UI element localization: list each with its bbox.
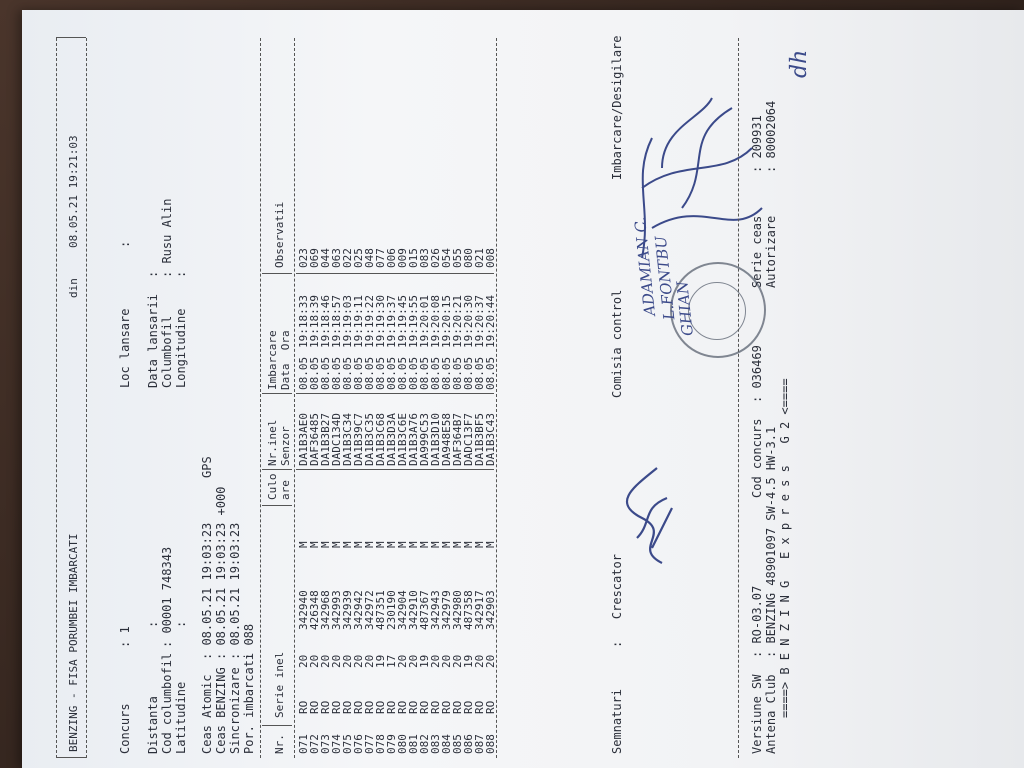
row-sex: M xyxy=(473,541,486,548)
serie-ceas-value: : 209931 xyxy=(750,115,764,173)
row-time: 19:19:45 xyxy=(396,295,409,348)
row-date: 08.05 xyxy=(407,356,420,390)
col-divider xyxy=(296,393,494,394)
row-serial: 487367 xyxy=(418,590,431,630)
row-date: 08.05 xyxy=(484,356,497,390)
row-country: RO xyxy=(308,700,321,714)
date-label: din xyxy=(67,278,80,298)
col-header-nr-inel: Nr.inel xyxy=(266,419,279,466)
row-date: 08.05 xyxy=(451,356,464,390)
row-year: 20 xyxy=(308,654,321,668)
row-date: 08.05 xyxy=(363,356,376,390)
row-serial: 230190 xyxy=(385,590,398,630)
row-nr: 075 xyxy=(341,734,354,754)
columbofil-label: Columbofil xyxy=(160,315,174,388)
row-serial: 342903 xyxy=(484,590,497,630)
row-observation: 063 xyxy=(330,248,343,268)
row-date: 08.05 xyxy=(319,356,332,390)
row-observation: 055 xyxy=(451,248,464,268)
benzing-express-banner: ====> B E N Z I N G E x p r e s s G 2 <==== xyxy=(778,378,792,718)
row-sensor: DA1B3D3A xyxy=(385,413,398,466)
row-year: 20 xyxy=(363,654,376,668)
commission-signature-3: GHIAN xyxy=(673,280,697,337)
ceas-atomic-label: Ceas Atomic xyxy=(200,674,214,754)
row-observation: 083 xyxy=(418,248,431,268)
page-title: BENZING - FISA PORUMBEI IMBARCATI xyxy=(67,533,80,752)
row-sex: M xyxy=(418,541,431,548)
col-header-culoare-1: Culo xyxy=(266,473,279,500)
row-date: 08.05 xyxy=(297,356,310,390)
footer-top-rule xyxy=(738,38,739,758)
row-date: 08.05 xyxy=(418,356,431,390)
latitudine-value: : xyxy=(174,620,188,628)
autorizare-value: : 80002064 xyxy=(764,100,778,173)
row-nr: 077 xyxy=(363,734,376,754)
row-country: RO xyxy=(319,700,332,714)
longitudine-value: : xyxy=(174,270,188,278)
crescator-signature xyxy=(622,458,682,568)
row-year: 20 xyxy=(451,654,464,668)
table-row xyxy=(485,48,496,768)
ceas-benzing-label: Ceas BENZING xyxy=(214,667,228,754)
row-year: 20 xyxy=(319,654,332,668)
row-nr: 076 xyxy=(352,734,365,754)
row-time: 19:18:57 xyxy=(330,295,343,348)
row-time: 19:20:21 xyxy=(451,295,464,348)
comisia-control-label: Comisia control xyxy=(610,289,624,398)
row-observation: 069 xyxy=(308,248,321,268)
row-sex: M xyxy=(440,541,453,548)
ceas-benzing-value: : 08.05.21 19:03:23 +000 xyxy=(214,486,228,660)
distanta-label: Distanta xyxy=(146,696,160,754)
row-nr: 081 xyxy=(407,734,420,754)
col-divider xyxy=(262,725,292,726)
row-nr: 087 xyxy=(473,734,486,754)
row-time: 19:20:37 xyxy=(473,295,486,348)
row-serial: 342972 xyxy=(363,590,376,630)
row-serial: 342910 xyxy=(407,590,420,630)
row-sensor: DA1B3A76 xyxy=(407,413,420,466)
row-country: RO xyxy=(330,700,343,714)
row-observation: 048 xyxy=(363,248,376,268)
row-sex: M xyxy=(374,541,387,548)
row-nr: 083 xyxy=(429,734,442,754)
row-nr: 088 xyxy=(484,734,497,754)
row-serial: 342940 xyxy=(297,590,310,630)
row-date: 08.05 xyxy=(462,356,475,390)
col-divider xyxy=(296,273,494,274)
row-sensor: DA1B3C34 xyxy=(341,413,354,466)
row-time: 19:20:30 xyxy=(462,295,475,348)
row-country: RO xyxy=(473,700,486,714)
row-serial: 342917 xyxy=(473,590,486,630)
row-country: RO xyxy=(363,700,376,714)
row-nr: 084 xyxy=(440,734,453,754)
row-year: 20 xyxy=(429,654,442,668)
latitudine-label: Latitudine xyxy=(174,681,188,754)
row-country: RO xyxy=(418,700,431,714)
row-country: RO xyxy=(341,700,354,714)
row-sensor: DA1B3B27 xyxy=(319,413,332,466)
porumbei-imbarcati-value: : 088 xyxy=(242,623,256,660)
sincronizare-value: : 08.05.21 19:03:23 xyxy=(228,522,242,660)
row-time: 19:18:33 xyxy=(297,295,310,348)
row-date: 08.05 xyxy=(473,356,486,390)
autorizare-label: Autorizare xyxy=(764,215,778,288)
columbofil-value: : Rusu Alin xyxy=(160,198,174,278)
row-observation: 077 xyxy=(374,248,387,268)
versiune-sw-value: : RO-03.07 xyxy=(750,585,764,658)
col-divider xyxy=(262,393,292,394)
distanta-value: : xyxy=(146,620,160,628)
row-date: 08.05 xyxy=(429,356,442,390)
row-nr: 071 xyxy=(297,734,310,754)
row-sex: M xyxy=(396,541,409,548)
row-sex: M xyxy=(451,541,464,548)
row-time: 19:19:55 xyxy=(407,295,420,348)
row-date: 08.05 xyxy=(352,356,365,390)
row-year: 19 xyxy=(374,654,387,668)
row-time: 19:20:15 xyxy=(440,295,453,348)
row-country: RO xyxy=(462,700,475,714)
row-sensor: DAF36485 xyxy=(308,413,321,466)
receipt-content xyxy=(22,10,1024,768)
row-date: 08.05 xyxy=(308,356,321,390)
row-year: 20 xyxy=(341,654,354,668)
loc-lansare-label: Loc lansare xyxy=(118,308,132,388)
row-observation: 008 xyxy=(484,248,497,268)
row-country: RO xyxy=(440,700,453,714)
row-nr: 085 xyxy=(451,734,464,754)
row-sex: M xyxy=(297,541,310,548)
row-sex: M xyxy=(330,541,343,548)
row-nr: 072 xyxy=(308,734,321,754)
col-header-data-ora: Data Ora xyxy=(279,330,292,390)
row-sex: M xyxy=(319,541,332,548)
row-year: 20 xyxy=(297,654,310,668)
row-country: RO xyxy=(451,700,464,714)
row-sensor: DADC13F7 xyxy=(462,413,475,466)
row-country: RO xyxy=(396,700,409,714)
row-sex: M xyxy=(385,541,398,548)
commission-signature-2: L.FONTBU xyxy=(651,235,679,321)
row-observation: 054 xyxy=(440,248,453,268)
data-lansarii-value: : xyxy=(146,270,160,278)
row-country: RO xyxy=(429,700,442,714)
table-top-rule xyxy=(260,38,261,758)
col-header-nr: Nr. xyxy=(273,734,286,754)
porumbei-imbarcati-label: Por. imbarcati xyxy=(242,652,256,754)
row-date: 08.05 xyxy=(330,356,343,390)
row-serial: 487351 xyxy=(374,590,387,630)
row-year: 20 xyxy=(396,654,409,668)
row-serial: 342979 xyxy=(440,590,453,630)
imbarcare-desigilare-label: Imbarcare/Desigilare xyxy=(610,35,624,180)
longitudine-label: Longitudine xyxy=(174,308,188,388)
row-serial: 487358 xyxy=(462,590,475,630)
row-time: 19:20:01 xyxy=(418,295,431,348)
date-value: 08.05.21 19:21:03 xyxy=(67,135,80,248)
row-sensor: DA1B3C35 xyxy=(363,413,376,466)
col-header-imbarcare: Imbarcare xyxy=(266,330,279,390)
table-bottom-rule xyxy=(496,38,497,758)
row-nr: 073 xyxy=(319,734,332,754)
row-year: 20 xyxy=(407,654,420,668)
row-sensor: DADC134D xyxy=(330,413,343,466)
row-time: 19:20:44 xyxy=(484,295,497,348)
col-divider xyxy=(296,469,494,470)
row-observation: 080 xyxy=(462,248,475,268)
printed-receipt xyxy=(22,10,1024,768)
row-sex: M xyxy=(407,541,420,548)
col-divider xyxy=(262,505,292,506)
row-sensor: DA948E58 xyxy=(440,413,453,466)
row-serial: 342904 xyxy=(396,590,409,630)
sincronizare-label: Sincronizare xyxy=(228,667,242,754)
row-sensor: DA1B3BF5 xyxy=(473,413,486,466)
row-serial: 342993 xyxy=(330,590,343,630)
col-divider xyxy=(262,273,292,274)
row-date: 08.05 xyxy=(385,356,398,390)
row-time: 19:20:08 xyxy=(429,295,442,348)
row-date: 08.05 xyxy=(374,356,387,390)
row-date: 08.05 xyxy=(396,356,409,390)
row-observation: 021 xyxy=(473,248,486,268)
header-top-rule xyxy=(56,38,57,758)
row-observation: 006 xyxy=(385,248,398,268)
row-sensor: DA1B39C7 xyxy=(352,413,365,466)
row-nr: 079 xyxy=(385,734,398,754)
row-year: 20 xyxy=(330,654,343,668)
row-country: RO xyxy=(297,700,310,714)
row-time: 19:19:03 xyxy=(341,295,354,348)
row-serial: 342942 xyxy=(352,590,365,630)
row-time: 19:19:11 xyxy=(352,295,365,348)
row-time: 19:19:37 xyxy=(385,295,398,348)
col-header-observatii: Observatii xyxy=(273,201,286,268)
row-serial: 426348 xyxy=(308,590,321,630)
loc-lansare-value: : xyxy=(118,240,132,248)
row-sensor: DA999C53 xyxy=(418,413,431,466)
concurs-value: : 1 xyxy=(118,626,132,648)
row-nr: 086 xyxy=(462,734,475,754)
row-sensor: DA1B3D10 xyxy=(429,413,442,466)
row-year: 17 xyxy=(385,654,398,668)
commission-signature-1: ADAMIAN C. xyxy=(630,215,660,317)
row-sex: M xyxy=(308,541,321,548)
row-serial: 342943 xyxy=(429,590,442,630)
ceas-atomic-value: : 08.05.21 19:03:23 xyxy=(200,522,214,660)
col-header-serie-inel: Serie inel xyxy=(273,651,286,718)
serie-ceas-label: Serie ceas xyxy=(750,215,764,288)
semnaturi-label: Semnaturi xyxy=(610,688,624,754)
row-sensor: DA1B3C6E xyxy=(396,413,409,466)
antena-club-value: : BENZING 48901097 SW-4.5 HW-3.1 xyxy=(764,426,778,658)
initials-signature: dh xyxy=(787,49,812,78)
row-serial: 342980 xyxy=(451,590,464,630)
col-header-senzor: Senzor xyxy=(279,426,292,466)
row-year: 20 xyxy=(440,654,453,668)
table-header-rule xyxy=(294,38,295,758)
row-sex: M xyxy=(352,541,365,548)
cod-columbofil-value: : 00001 748343 xyxy=(160,546,174,648)
row-sensor: DA1B3C43 xyxy=(484,413,497,466)
col-divider xyxy=(262,469,292,470)
row-country: RO xyxy=(407,700,420,714)
row-year: 19 xyxy=(462,654,475,668)
row-observation: 025 xyxy=(352,248,365,268)
row-country: RO xyxy=(385,700,398,714)
concurs-label: Concurs xyxy=(118,703,132,754)
cod-columbofil-label: Cod columbofil xyxy=(160,652,174,754)
row-sex: M xyxy=(341,541,354,548)
row-sensor: DA1B3C68 xyxy=(374,413,387,466)
gps-label: GPS xyxy=(200,456,214,478)
header-bottom-rule xyxy=(86,38,87,758)
row-observation: 009 xyxy=(396,248,409,268)
row-year: 20 xyxy=(484,654,497,668)
row-observation: 015 xyxy=(407,248,420,268)
row-year: 20 xyxy=(352,654,365,668)
row-observation: 044 xyxy=(319,248,332,268)
row-country: RO xyxy=(352,700,365,714)
row-time: 19:19:30 xyxy=(374,295,387,348)
row-time: 19:19:22 xyxy=(363,295,376,348)
row-observation: 023 xyxy=(297,248,310,268)
row-date: 08.05 xyxy=(341,356,354,390)
header-left-bar xyxy=(56,757,86,758)
row-sex: M xyxy=(363,541,376,548)
cod-concurs-label: Cod concurs xyxy=(750,418,764,498)
row-nr: 080 xyxy=(396,734,409,754)
row-country: RO xyxy=(374,700,387,714)
data-lansarii-label: Data lansarii xyxy=(146,294,160,388)
row-serial: 342968 xyxy=(319,590,332,630)
row-sensor: DAF364B7 xyxy=(451,413,464,466)
row-nr: 078 xyxy=(374,734,387,754)
row-time: 19:18:46 xyxy=(319,295,332,348)
versiune-sw-label: Versiune SW xyxy=(750,674,764,754)
row-year: 19 xyxy=(418,654,431,668)
header-right-bar xyxy=(56,37,86,38)
row-country: RO xyxy=(484,700,497,714)
row-sensor: DA1B3AE0 xyxy=(297,413,310,466)
row-observation: 022 xyxy=(341,248,354,268)
row-nr: 082 xyxy=(418,734,431,754)
antena-club-label: Antena Club xyxy=(764,674,778,754)
crescator-label: : Crescator xyxy=(610,554,624,648)
cod-concurs-value: : 036469 xyxy=(750,345,764,403)
row-time: 19:18:39 xyxy=(308,295,321,348)
row-year: 20 xyxy=(473,654,486,668)
row-serial: 342939 xyxy=(341,590,354,630)
row-observation: 026 xyxy=(429,248,442,268)
row-date: 08.05 xyxy=(440,356,453,390)
col-header-culoare-2: are xyxy=(279,480,292,500)
row-sex: M xyxy=(429,541,442,548)
row-sex: M xyxy=(462,541,475,548)
row-sex: M xyxy=(484,541,497,548)
row-nr: 074 xyxy=(330,734,343,754)
